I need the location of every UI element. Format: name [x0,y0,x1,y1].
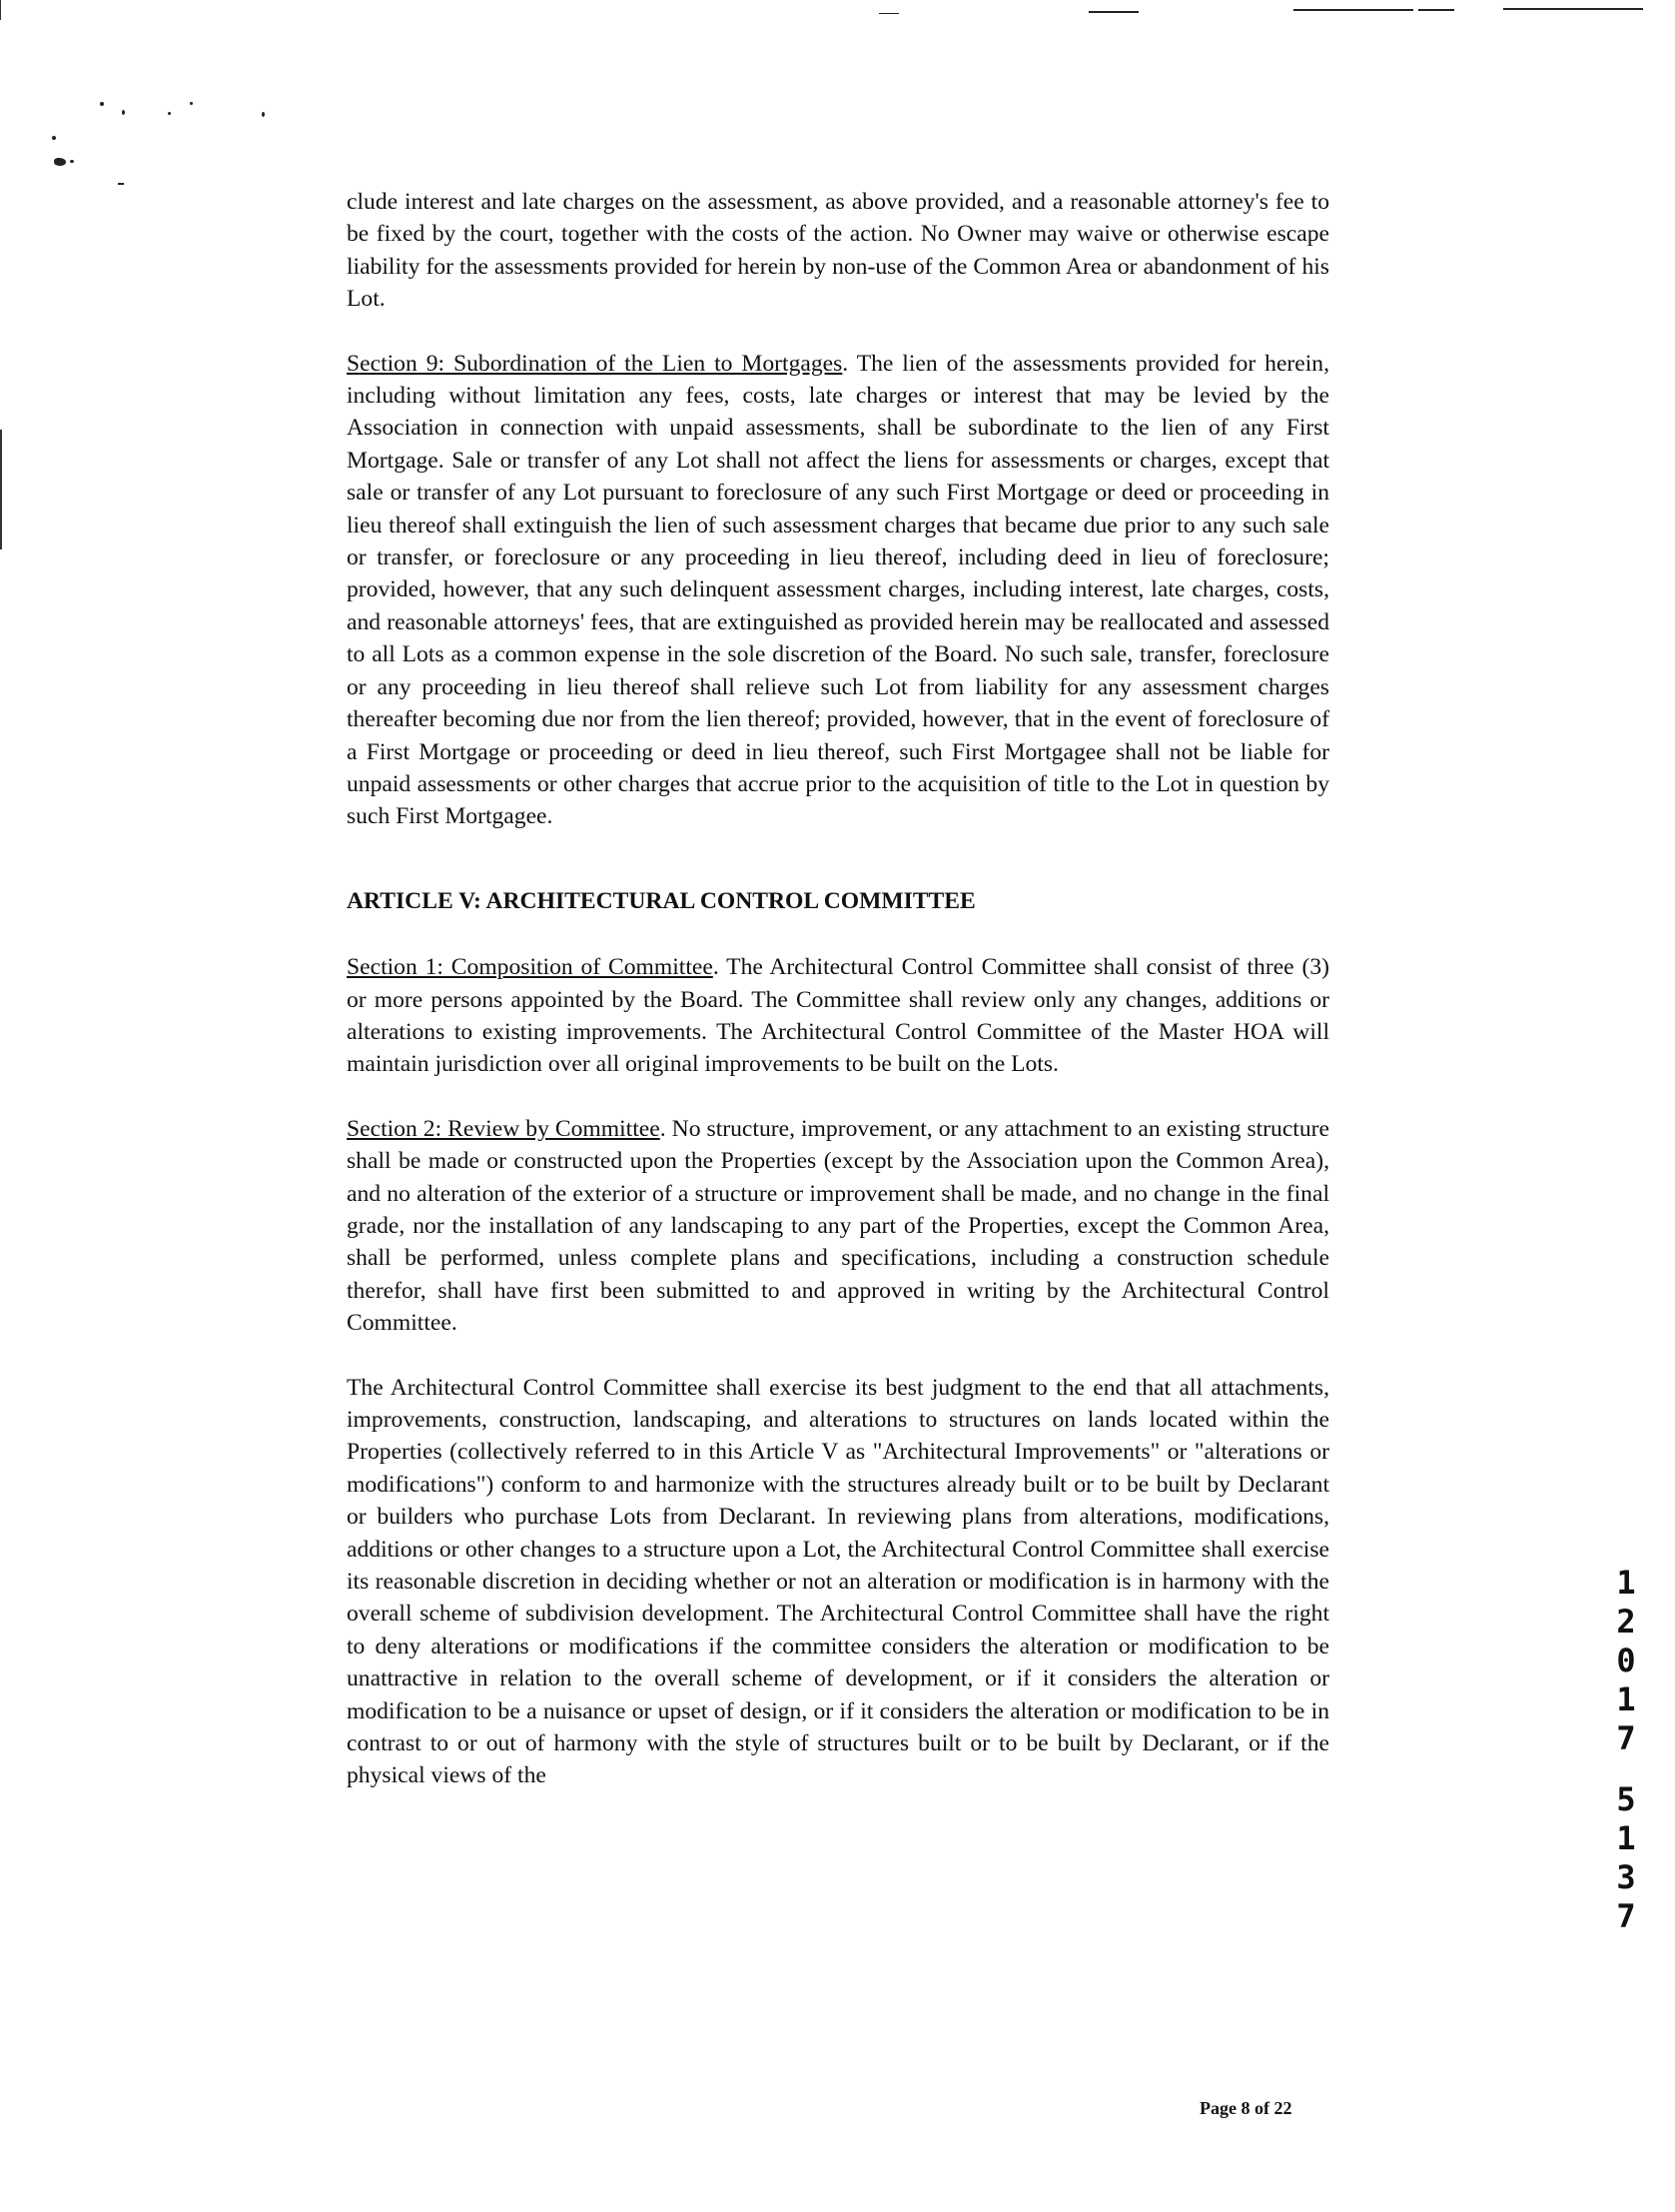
scan-artifact-rule [1293,9,1413,11]
scan-artifact-rule [1089,11,1139,13]
page-number: Page 8 of 22 [1200,2098,1292,2118]
stamp-digit: 3 [1616,1858,1636,1896]
stamp-digit: 1 [1616,1564,1636,1602]
stamp-digit: 0 [1616,1642,1636,1679]
scan-artifact-speck [118,183,124,185]
scan-artifact-speck [100,102,104,106]
committee-judgment-paragraph [347,1372,1329,1792]
section-heading: Section 9: Subordination of the Lien to Mortgages [347,350,843,377]
section-1-paragraph [347,951,1329,1081]
stamp-gap [1606,1758,1646,1780]
scan-artifact-edge [0,430,2,550]
section-9-paragraph [347,348,1329,833]
scan-artifact-speck [262,112,265,117]
paragraph-continuation [347,186,1329,316]
scan-artifact-edge [0,0,1,20]
stamp-digit: 1 [1616,1819,1636,1857]
scan-artifact-rule [879,13,899,14]
scan-artifact-speck [54,158,66,166]
section-2-paragraph [347,1113,1329,1340]
recording-stamp [1606,1564,1646,1936]
stamp-digit: 5 [1616,1780,1636,1818]
paragraph-text: . No structure, improvement, or any attachment to an existing structure shall be made or constructed upon the Properties (except by the Association upon the Common Area), and no alteration of the exterior of a structure or improvement shall be made, and no change in the final grade, nor the installation of any landscaping to any part of the Properties, except the Common Area, shall be performed, unless complete plans and specifications, including a construction schedule therefor, shall have first been submitted to and approved in writing by the Architectural Control Committee. [347,1115,1329,1337]
paragraph-text: clude interest and late charges on the assessment, as above provided, and a reasonable attorney's fee to be fixed by the court, together with the costs of the action. No Owner may waive or otherwise escape liability for the assessments provided for herein by non-use of the Common Area or abandonment of his Lot. [347,189,1329,313]
scan-artifact-rule [1503,8,1643,10]
scan-artifact-speck [122,110,125,115]
scan-artifact-speck [190,102,193,105]
paragraph-text: The Architectural Control Committee shall exercise its best judgment to the end that all attachments, improvements, construction, landscaping, and alterations to structures on lands located within the Properties (collectively referred to in this Article V as "Architectural Improvements" or "alterations or modifications") conform to and harmonize with the structures already built or to be built by Declarant or builders who purchase Lots from Declarant. In reviewing plans from alterations, modifications, additions or other changes to a structure upon a Lot, the Architectural Control Committee shall exercise its reasonable discretion in deciding whether or not an alteration or modification is in harmony with the overall scheme of subdivision development. The Architectural Control Committee shall have the right to deny alterations or modifications if the committee considers the alteration or modification to be unattractive in relation to the overall scheme of development, or if it considers the alteration or modification to be a nuisance or upset of design, or if it considers the alteration or modification to be in contrast to or out of harmony with the style of structures built or to be built by Declarant, or if the physical views of the [347,1374,1329,1789]
document-body [347,186,1329,1792]
scan-artifact-rule [1418,9,1454,11]
scan-artifact-speck [52,136,56,140]
scan-artifact-speck [168,112,171,115]
paragraph-text: . The lien of the assessments provided for herein, including without limitation any fees, costs, late charges or interest that may be levied by the Association in connection with unpaid assessments, shall be subordinate to the lien of any First Mortgage. Sale or transfer of any Lot shall not affect the liens for assessments or charges, except that sale or transfer of any Lot pursuant to foreclosure of any such First Mortgage or deed or proceeding in lieu thereof shall extinguish the lien of such assessment charges that became due prior to any such sale or transfer, or foreclosure or any proceeding in lieu thereof, including deed in lieu of foreclosure; provided, however, that any such delinquent assessment charges, including interest, late charges, costs, and reasonable attorneys' fees, that are extinguished as provided herein may be reallocated and assessed to all Lots as a common expense in the sole discretion of the Board. No such sale, transfer, foreclosure or any proceeding in lieu thereof shall relieve such Lot from liability for any assessment charges thereafter becoming due nor from the lien thereof; provided, however, that in the event of foreclosure of a First Mortgage or proceeding or deed in lieu thereof, such First Mortgagee shall not be liable for unpaid assessments or other charges that accrue prior to the acquisition of title to the Lot in question by such First Mortgagee. [347,350,1329,830]
scan-artifact-speck [70,160,74,163]
stamp-digit: 7 [1616,1897,1636,1935]
section-heading: Section 1: Composition of Committee [347,954,713,981]
section-heading: Section 2: Review by Committee [347,1115,660,1142]
paragraph-text: . The Architectural Control Committee shall consist of three (3) or more persons appointed by the Board. The Committee shall review only any changes, additions or alterations to existing improvements. The Architectural Control Committee of the Master HOA will maintain jurisdiction over all original improvements to be built on the Lots. [347,954,1329,1078]
article-heading: ARTICLE V: ARCHITECTURAL CONTROL COMMITTEE [347,887,976,914]
stamp-digit: 1 [1616,1680,1636,1718]
stamp-digit: 7 [1616,1719,1636,1757]
stamp-digit: 2 [1616,1603,1636,1641]
